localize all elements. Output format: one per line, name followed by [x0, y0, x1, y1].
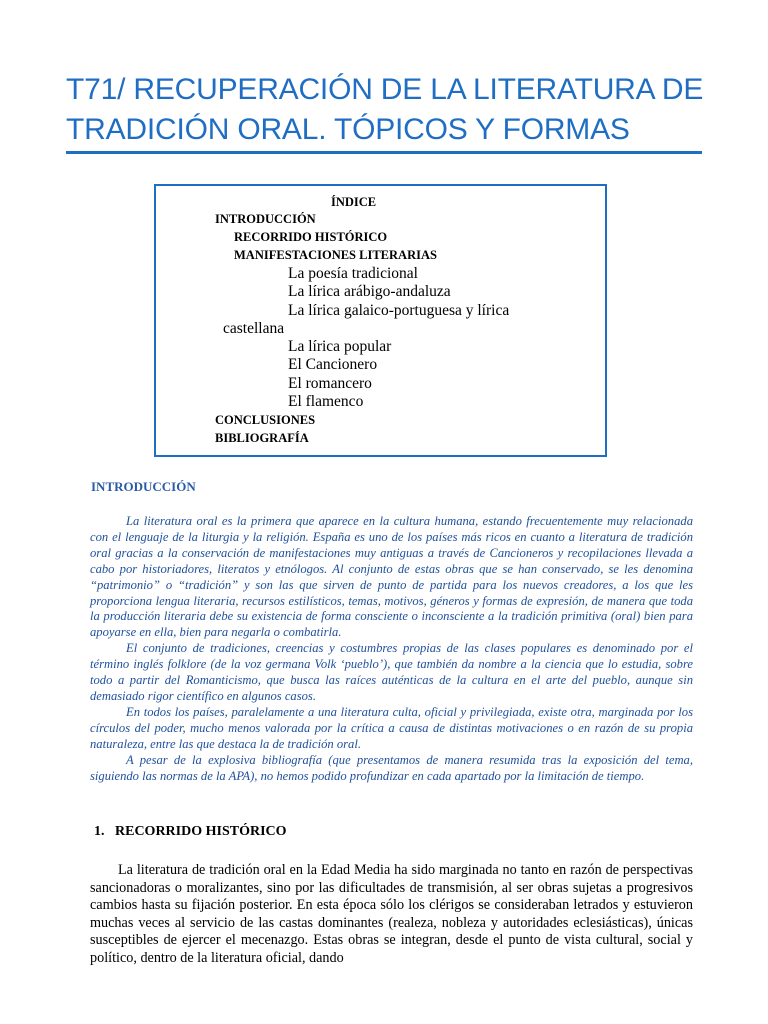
introduction-text: [90, 514, 693, 784]
index-item: castellana: [223, 320, 285, 337]
introduction-paragraph: El conjunto de tradiciones, creencias y costumbres propias de las clases populares es denominado por el término inglés folklore (de la voz germana Volk ‘pueblo’), que también da nombre a la ciencia que lo estudia, sobre todo a partir del Romanticismo, que busca las raíces auténticas de la cultura en el arte del pueblo, aunque sin demasiado rigor científico en algunos casos.: [90, 641, 693, 703]
introduction-paragraph: La literatura oral es la primera que aparece en la cultura humana, estando frecuentemente muy relacionada con el lenguaje de la liturgia y la religión. España es uno de los países más ricos en cuanto a literatura de tradición oral gracias a la conservación de manifestaciones muy antiguas a través de Cancioneros y recopilaciones llevada a cabo por historiadores, literatos y etnólogos. Al conjunto de estas obras que se han conservado, se les denomina “patrimonio” o “tradición” y son las que sirven de punto de partida para los nuevos creadores, a los que les proporciona lengua literaria, recursos estilísticos, temas, motivos, géneros y formas de expresión, de manera que toda la producción literaria debe su existencia de forma consciente o inconsciente a la tradición primitiva (oral) bien para apoyarse en ella, bien para negarla o combatirla.: [90, 514, 693, 640]
section-body: [90, 862, 693, 968]
introduction-heading: INTRODUCCIÓN: [91, 479, 196, 494]
index-item: El Cancionero: [288, 356, 378, 373]
index-item: RECORRIDO HISTÓRICO: [234, 230, 388, 244]
index-item: La lírica popular: [288, 338, 392, 355]
index-item: INTRODUCCIÓN: [215, 212, 316, 226]
title-underline: [66, 151, 702, 154]
index-item: La poesía tradicional: [288, 265, 418, 282]
index-heading: ÍNDICE: [331, 195, 377, 209]
section-heading: 1. RECORRIDO HISTÓRICO: [94, 824, 287, 839]
index-item: El flamenco: [288, 393, 364, 410]
introduction-paragraph: En todos los países, paralelamente a una literatura culta, oficial y privilegiada, existe otra, marginada por los círculos del poder, mucho menos valorada por la crítica a causa de distintas motivaciones o en razón de su propia naturaleza, entre las que destaca la de tradición oral.: [90, 704, 693, 751]
index-item: BIBLIOGRAFÍA: [215, 431, 309, 445]
index-item: CONCLUSIONES: [215, 413, 316, 427]
page-title: T71/ RECUPERACIÓN DE LA LITERATURA DE TRADICIÓN ORAL. TÓPICOS Y FORMAS: [66, 73, 704, 146]
index-item: La lírica galaico-portuguesa y lírica: [288, 302, 510, 319]
introduction-paragraph: A pesar de la explosiva bibliografía (que presentamos de manera resumida tras la exposición del tema, siguiendo las normas de la APA), no hemos podido profundizar en cada apartado por la limitación de tiempo.: [90, 752, 693, 783]
index-item: MANIFESTACIONES LITERARIAS: [234, 248, 437, 262]
index-item: La lírica arábigo-andaluza: [288, 283, 451, 300]
section-paragraph: La literatura de tradición oral en la Edad Media ha sido marginada no tanto en razón de perspectivas sancionadoras o moralizantes, sino por las dificultades de transmisión, al ser obras sujetas a progresivos cambios hasta su fijación posterior. En esta época sólo los clérigos se consideraban letrados y estuvieron muchas veces al servicio de las castas dominantes (realeza, nobleza y autoridades eclesiásticas), únicas susceptibles de ejercer el mecenazgo. Estas obras se integran, desde el punto de vista cultural, social y político, dentro de la literatura oficial, dando: [90, 862, 693, 966]
index-item: El romancero: [288, 375, 372, 392]
index-box: [154, 184, 607, 457]
